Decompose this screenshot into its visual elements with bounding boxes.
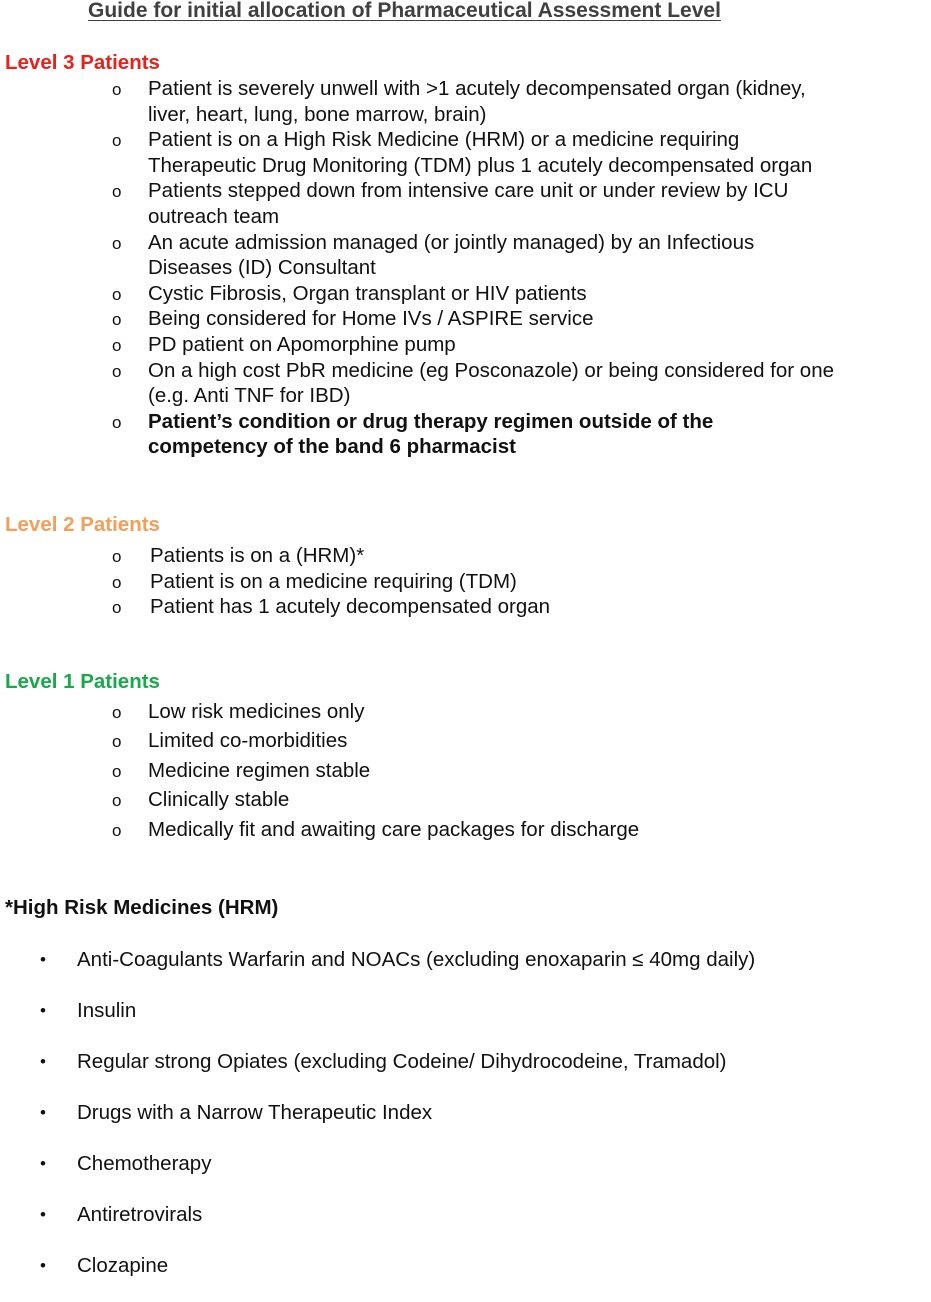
circle-bullet-icon: o — [112, 284, 122, 304]
list-item — [0, 358, 838, 409]
list-item-text: Medicine regimen stable — [148, 758, 371, 782]
list-item — [0, 127, 838, 178]
list-item — [0, 697, 838, 726]
list-item-text: Being considered for Home IVs / ASPIRE service — [148, 307, 594, 331]
list-item-text: PD patient on Apomorphine pump — [148, 332, 456, 356]
circle-bullet-icon: o — [112, 310, 122, 330]
level-3-heading: Level 3 Patients — [5, 51, 160, 74]
circle-bullet-icon: o — [112, 80, 122, 99]
list-item-text: Cystic Fibrosis, Organ transplant or HIV patients — [148, 281, 587, 305]
level-2-list — [0, 543, 840, 620]
circle-bullet-icon: o — [112, 598, 122, 618]
document-title: Guide for initial allocation of Pharmaceutical Assessment Level — [88, 0, 721, 22]
list-item — [0, 996, 755, 1047]
list-item-text: Patients stepped down from intensive care unit or under review by ICU outreach team — [148, 179, 789, 228]
circle-bullet-icon: o — [112, 547, 122, 566]
list-item-text: Clozapine — [77, 1254, 169, 1277]
list-item-text: Medically fit and awaiting care packages for discharge — [148, 817, 640, 841]
list-item — [0, 815, 838, 844]
bullet-dot-icon: • — [40, 1256, 46, 1275]
circle-bullet-icon: o — [112, 361, 122, 381]
list-item — [0, 1098, 755, 1149]
circle-bullet-icon: o — [112, 182, 122, 202]
circle-bullet-icon: o — [112, 131, 122, 151]
level-1-heading: Level 1 Patients — [5, 670, 160, 693]
list-item-text: Patient’s condition or drug therapy regimen outside of the competency of the band 6 pharmacist — [148, 409, 714, 459]
list-item-text: Regular strong Opiates (excluding Codeine/ Dihydrocodeine, Tramadol) — [77, 1050, 727, 1073]
circle-bullet-icon: o — [112, 791, 122, 811]
list-item-text: Low risk medicines only — [148, 700, 365, 723]
list-item — [0, 1149, 755, 1200]
list-item-text: Limited co-morbidities — [148, 729, 348, 753]
list-item — [0, 1047, 755, 1098]
circle-bullet-icon: o — [112, 820, 122, 840]
list-item — [0, 1251, 755, 1302]
circle-bullet-icon: o — [112, 335, 122, 355]
bullet-dot-icon: • — [40, 1154, 46, 1173]
list-item — [0, 281, 838, 307]
list-item — [0, 178, 838, 229]
list-item-text: Patient is on a High Risk Medicine (HRM) or a medicine requiring Therapeutic Drug Monitoring (TDM) plus 1 acutely decompensated organ — [148, 128, 813, 177]
list-item — [0, 1200, 755, 1251]
list-item — [0, 594, 840, 620]
list-item — [0, 230, 838, 281]
list-item — [0, 543, 840, 569]
bullet-dot-icon: • — [40, 1052, 46, 1071]
list-item — [0, 332, 838, 358]
list-item-text: Patient has 1 acutely decompensated organ — [150, 595, 551, 619]
bullet-dot-icon: • — [40, 1205, 46, 1224]
list-item-text: Patient is on a medicine requiring (TDM) — [150, 569, 517, 593]
list-item — [0, 785, 838, 814]
circle-bullet-icon: o — [112, 732, 122, 752]
bullet-dot-icon: • — [40, 1103, 46, 1122]
list-item-text: On a high cost PbR medicine (eg Posconazole) or being considered for one (e.g. Anti TNF for IBD) — [148, 358, 835, 408]
list-item-text: Drugs with a Narrow Therapeutic Index — [77, 1101, 433, 1124]
level-2-heading: Level 2 Patients — [5, 513, 160, 536]
circle-bullet-icon: o — [112, 233, 122, 253]
list-item-text: Chemotherapy — [77, 1152, 212, 1175]
list-item-text: Patients is on a (HRM)* — [150, 544, 365, 567]
list-item-text: Patient is severely unwell with >1 acutely decompensated organ (kidney, liver, heart, lung, bone marrow, brain) — [148, 77, 806, 126]
level-1-list — [0, 697, 838, 844]
hrm-list — [0, 945, 755, 1302]
hrm-heading: *High Risk Medicines (HRM) — [5, 896, 279, 919]
level-3-list — [0, 76, 838, 460]
circle-bullet-icon: o — [112, 412, 122, 432]
list-item-text: An acute admission managed (or jointly managed) by an Infectious Diseases (ID) Consultant — [148, 230, 755, 280]
list-item-text: Antiretrovirals — [77, 1203, 203, 1226]
circle-bullet-icon: o — [112, 572, 122, 592]
list-item-text: Insulin — [77, 999, 137, 1022]
list-item — [0, 756, 838, 785]
bullet-dot-icon: • — [40, 1001, 46, 1020]
list-item-text: Clinically stable — [148, 788, 290, 812]
list-item — [0, 569, 840, 595]
bullet-dot-icon: • — [40, 950, 46, 969]
list-item — [0, 726, 838, 755]
list-item-text: Anti-Coagulants Warfarin and NOACs (excluding enoxaparin ≤ 40mg daily) — [77, 948, 756, 971]
list-item — [0, 945, 755, 996]
circle-bullet-icon: o — [112, 703, 122, 722]
list-item — [0, 76, 838, 127]
circle-bullet-icon: o — [112, 761, 122, 781]
list-item — [0, 306, 838, 332]
list-item — [0, 409, 838, 460]
